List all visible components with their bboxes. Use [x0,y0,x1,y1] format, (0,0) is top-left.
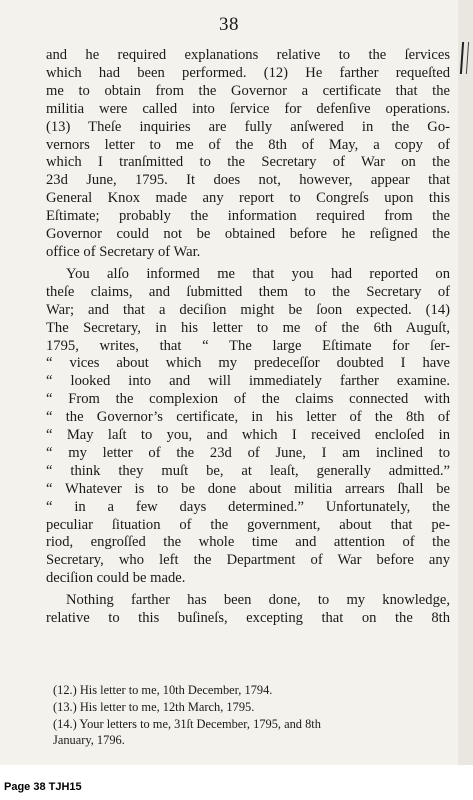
text-line: vernors letter to me of the 8th of May, a copy of [46,136,450,153]
text-line: General Knox made any report to Congreſs upon this [46,190,450,207]
page-edge [458,0,473,765]
text-line: 23d June, 1795. It does not, however, appear that [46,172,450,189]
text-line: “ think they muſt be, at leaſt, generally admitted.” [46,462,450,479]
text-line: “ the Governor’s certificate, in his letter of the 8th of [46,409,450,426]
text-line: which had been performed. (12) He farther requeſted [46,64,450,81]
page-footer-label: Page 38 TJH15 [4,781,82,793]
text-line: office of Secretary of War. [46,243,201,260]
text-line: (13) Theſe inquiries are fully anſwered in the Go- [46,118,450,135]
text-line: “ my letter of the 23d of June, I am inclined to [46,444,450,461]
text-line: “ From the complexion of the claims connected with [46,391,450,408]
text-line: Governor could not be obtained before he reſigned the [46,226,450,243]
body-text [46,47,450,628]
footnote: (12.) His letter to me, 10th December, 1794. [53,683,273,697]
text-line: Nothing farther has been done, to my knowledge, [66,592,450,609]
footnote: (13.) His letter to me, 12th March, 1795. [53,699,255,714]
text-line: 1795, writes, that “ The large Eſtimate for ſer- [46,337,450,354]
text-line: “ Whatever is to be done about militia arrears ſhall be [46,480,450,497]
text-line: theſe claims, and ſubmitted them to the Secretary of [46,283,450,300]
paragraph [46,266,450,588]
text-line: You alſo informed me that you had reported on [66,265,450,282]
footnote-continuation: January, 1796. [53,733,125,748]
paragraph [46,592,450,628]
text-line: The Secretary, in his letter to me of the 6th Auguſt, [46,319,450,336]
text-line: militia were called into ſervice for defenſive operations. [46,100,450,117]
page-number: 38 [219,14,239,35]
text-line: “ in a few days determined.” Unfortunately, the [46,498,450,515]
text-line: “ May laſt to you, and which I received encloſed in [46,427,450,444]
paragraph [46,47,450,262]
text-line: deciſion could be made. [46,570,186,587]
text-line: riod, engroſſed the whole time and attention of the [46,534,450,551]
text-line: and he required explanations relative to the ſervices [46,47,450,63]
text-line: peculiar ſituation of the government, about that pe- [46,516,450,533]
text-line: Eſtimate; probably the information required from the [46,208,450,225]
footnote: (14.) Your letters to me, 31ſt December, 1795, and 8th [53,716,321,731]
text-line: which I tranſmitted to the Secretary of War on the [46,154,450,171]
text-line: me to obtain from the Governor a certificate that the [46,82,450,99]
text-line: relative to this buſineſs, excepting that on the 8th [46,610,450,627]
text-line: Secretary, who left the Department of War before any [46,552,450,569]
text-line: “ vices about which my predeceſſor doubted I have [46,355,450,372]
footnotes [53,682,413,749]
text-line: “ looked into and will immediately farther examine. [46,373,450,390]
text-line: War; and that a deciſion might be ſoon expected. (14) [46,301,450,318]
